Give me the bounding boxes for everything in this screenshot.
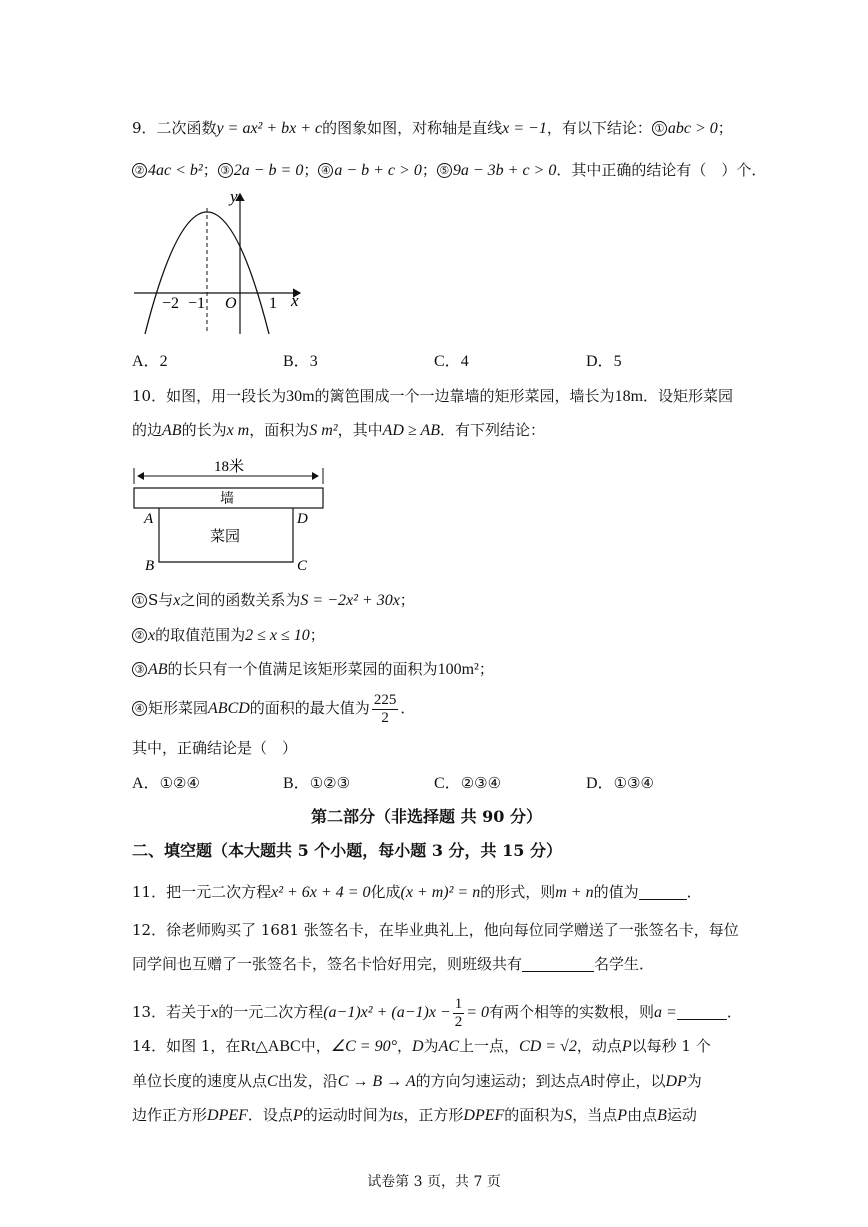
q13-answer-blank[interactable] xyxy=(677,1003,727,1020)
q10-option-a[interactable]: A．①②④ xyxy=(132,774,200,792)
q10-statement-3: ③ AB的长只有一个值满足该矩形菜园的面积为100m²； xyxy=(132,659,494,680)
tick-label-neg2: −2 xyxy=(162,295,180,312)
q9-conclusion-4: a − b + c > 0 xyxy=(334,162,422,179)
part2-title: 第二部分（非选择题 共 90 分） xyxy=(311,807,542,826)
q11-answer-blank[interactable] xyxy=(639,883,687,900)
q10-option-d[interactable]: D．①③④ xyxy=(586,774,654,792)
q14-line2: 单位长度的速度从点C出发，沿C → B → A的方向匀速运动；到达点A时停止，以DP为 xyxy=(132,1072,702,1090)
q10-statement-4: ④ 矩形菜园ABCD的面积的最大值为 $\frac{225}{2}$ ． xyxy=(132,690,415,727)
q9-option-c[interactable]: C．4 xyxy=(434,353,469,370)
q10-garden-figure xyxy=(126,452,336,574)
q10-line1: 10．如图，用一段长为30m的篱笆围成一个一边靠墙的矩形菜园，墙长为18m．设矩形菜园 xyxy=(132,387,734,405)
q9-sep: ； xyxy=(717,119,733,137)
vertex-a: A xyxy=(144,511,154,527)
q9-conclusion-1-marker: ① xyxy=(652,121,667,136)
tick-label-neg1: −1 xyxy=(188,295,206,312)
q10-option-b[interactable]: B．①②③ xyxy=(283,774,351,792)
q12-line1: 12．徐老师购买了 1681 张签名卡，在毕业典礼上，他向每位同学赠送了一张签名卡，每位 xyxy=(132,921,739,939)
tick-label-1: 1 xyxy=(269,295,277,312)
q9-conclusion-5: 9a − 3b + c > 0 xyxy=(452,162,557,179)
q9-sep: ； xyxy=(421,161,437,179)
wall-label: 墙 xyxy=(220,492,234,507)
q10-max-area-fraction: $\frac{225}{2}$ xyxy=(373,691,397,726)
q9-conclusion-3-marker: ③ xyxy=(218,163,233,178)
q12-line2: 同学间也互赠了一张签名卡，签名卡恰好用完，则班级共有 名学生． xyxy=(132,955,655,973)
vertex-c: C xyxy=(297,558,308,574)
vertex-b: B xyxy=(145,558,155,574)
page-footer: 试卷第 3 页，共 7 页 xyxy=(367,1174,501,1190)
vertex-d: D xyxy=(297,511,308,527)
q14-line3: 边作正方形DPEF．设点P的运动时间为ts，正方形DPEF的面积为S，当点P由点B运动 xyxy=(132,1106,697,1124)
q9-conclusion-1: abc > 0 xyxy=(667,120,718,137)
x-axis-label: x xyxy=(291,291,299,310)
fill-in-section-title: 二、填空题（本大题共 5 个小题，每小题 3 分，共 15 分） xyxy=(132,841,562,860)
q9-conclusion-2-marker: ② xyxy=(132,163,147,178)
q9-question-end: ．其中正确的结论有（ ）个． xyxy=(556,161,767,179)
q9-axis-formula: x = −1 xyxy=(502,120,547,137)
q9-line1 xyxy=(132,118,733,139)
q9-option-a[interactable]: A．2 xyxy=(132,353,168,370)
q9-conclusion-5-marker: ⑤ xyxy=(437,163,452,178)
q9-option-d[interactable]: D．5 xyxy=(586,353,622,370)
q9-option-b[interactable]: B．3 xyxy=(283,353,318,370)
q9-sep: ； xyxy=(303,161,319,179)
origin-label: O xyxy=(225,295,237,312)
q9-parabola-graph xyxy=(128,188,308,338)
q9-sep: ； xyxy=(202,161,218,179)
q9-conclusion-2: 4ac < b² xyxy=(148,162,203,179)
q9-stem: 9．二次函数 xyxy=(132,119,217,137)
q10-statement-1: ① S与x之间的函数关系为S = −2x² + 30x； xyxy=(132,590,415,611)
q10-line2: 的边AB的长为x m，面积为S m²，其中AD ≥ AB．有下列结论： xyxy=(132,421,546,439)
garden-label: 菜园 xyxy=(210,529,241,545)
y-axis-label: y xyxy=(230,188,238,206)
q9-line2 xyxy=(132,160,766,181)
q9-stem-2: 的图象如图，对称轴是直线 xyxy=(322,119,503,137)
q9-conclusion-4-marker: ④ xyxy=(318,163,333,178)
q10-option-c[interactable]: C．②③④ xyxy=(434,774,502,792)
q9-conclusion-3: 2a − b = 0 xyxy=(233,162,304,179)
q11: 11．把一元二次方程x² + 6x + 4 = 0化成(x + m)² = n的形式，则m + n的值为 ． xyxy=(132,883,702,901)
q10-question: 其中，正确结论是（ ） xyxy=(132,739,298,757)
q9-quadratic-formula: y = ax² + bx + c xyxy=(216,120,323,137)
q9-stem-3: ，有以下结论： xyxy=(546,119,652,137)
q12-answer-blank[interactable] xyxy=(522,955,594,972)
wall-length-label: 18米 xyxy=(214,459,245,475)
q14-line1: 14．如图 1，在Rt△ABC中，∠C = 90°，D为AC上一点，CD = √2，动点P以每秒 1 个 xyxy=(132,1037,711,1055)
q10-statement-2: ② x的取值范围为2 ≤ x ≤ 10； xyxy=(132,625,325,646)
q13: 13．若关于x的一元二次方程(a−1)x² + (a−1)x − $\frac{1}{2}$ = 0有两个相等的实数根，则a = ． xyxy=(132,995,742,1030)
q13-fraction: $\frac{1}{2}$ xyxy=(454,995,463,1030)
